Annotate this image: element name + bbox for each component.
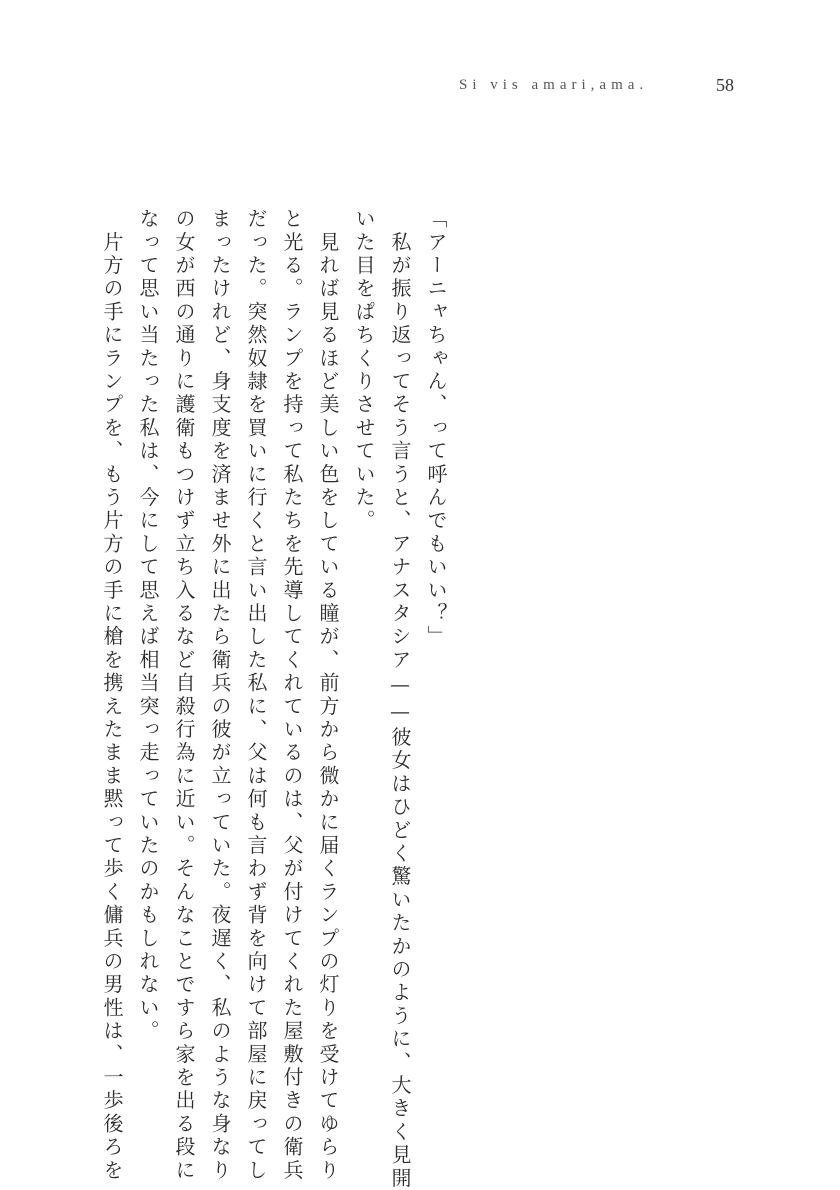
text-line: と光る。ランプを持って私たちを先導してくれているのは、父が付けてくれた屋敷付きの衛兵 bbox=[280, 208, 304, 1183]
text-line: 「アーニャちゃん、って呼んでもいい？」 bbox=[424, 208, 448, 649]
page-number: 58 bbox=[716, 75, 734, 95]
text-line: いた目をぱちくりさせていた。 bbox=[352, 208, 376, 533]
text-line: まったけれど、身支度を済ませ外に出たら衛兵の彼が立っていた。夜遅く、私のような身なり bbox=[208, 208, 232, 1183]
text-line: 見れば見るほど美しい色をしている瞳が、前方から微かに届くランプの灯りを受けてゆらり bbox=[316, 208, 340, 1183]
text-line: 片方の手にランプを、もう片方の手に槍を携えたまま黙って歩く傭兵の男性は、一歩後ろを bbox=[100, 208, 124, 1183]
text-line: だった。突然奴隷を買いに行くと言い出した私に、父は何も言わず背を向けて部屋に戻ってし bbox=[244, 208, 268, 1183]
text-line: の女が西の通りに護衛もつけず立ち入るなど自殺行為に近い。そんなことですら家を出る段に bbox=[172, 208, 196, 1183]
text-line: 私が振り返ってそう言うと、アナスタシア——彼女はひどく驚いたかのように、大きく見開 bbox=[388, 208, 412, 1190]
running-title: Si vis amari,ama. bbox=[459, 77, 649, 93]
body-text bbox=[94, 208, 454, 1190]
text-line: なって思い当たった私は、今にして思えば相当突っ走っていたのかもしれない。 bbox=[136, 208, 160, 1044]
